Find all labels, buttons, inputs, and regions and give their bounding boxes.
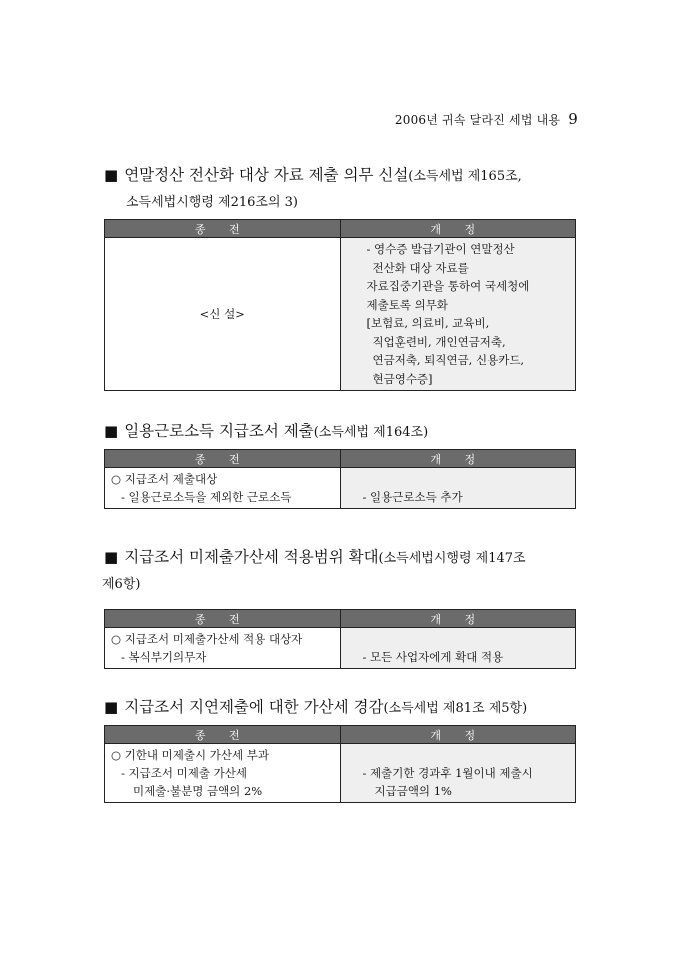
section-1-title: ■ 연말정산 전산화 대상 자료 제출 의무 신설(소득세법 제165조, 소득세법시행령 제216조의 3)	[104, 166, 522, 210]
col-before-header: 종 전	[105, 610, 341, 628]
section-2-title: ■ 일용근로소득 지급조서 제출(소득세법 제164조)	[104, 422, 429, 440]
page-header	[395, 110, 578, 128]
section-4-table	[104, 725, 576, 803]
before-cell: ○ 기한내 미제출시 가산세 부과 - 지급조서 미제출 가산세 미제출·불분명 금액의 2%	[105, 744, 341, 803]
section-3-title: ■ 지급조서 미제출가산세 적용범위 확대(소득세법시행령 제147조 제6항)	[102, 548, 526, 592]
after-cell: - 영수증 발급기관이 연말정산 전산화 대상 자료를 자료집중기관을 통하여 국세청에 제출토록 의무화 [보험료, 의료비, 교육비, 직업훈련비, 개인연금저축, 연금저축, 퇴직연금, 신용카드, 현금영수증]	[340, 238, 576, 391]
col-before-header: 종 전	[105, 220, 341, 238]
after-cell: - 제출기한 경과후 1월이내 제출시 지급금액의 1%	[340, 744, 576, 803]
section-2	[104, 419, 576, 509]
square-bullet-icon: ■	[104, 548, 119, 566]
before-cell: <신 설>	[105, 238, 341, 391]
col-before-header: 종 전	[105, 726, 341, 744]
square-bullet-icon: ■	[104, 422, 119, 440]
square-bullet-icon: ■	[104, 166, 119, 184]
col-after-header: 개 정	[340, 220, 576, 238]
section-4	[104, 695, 576, 803]
col-after-header: 개 정	[340, 610, 576, 628]
col-after-header: 개 정	[340, 450, 576, 468]
section-1-table	[104, 219, 576, 391]
section-3-table	[104, 609, 576, 669]
col-after-header: 개 정	[340, 726, 576, 744]
page-number: 9	[568, 110, 578, 128]
col-before-header: 종 전	[105, 450, 341, 468]
header-text: 2006년 귀속 달라진 세법 내용	[394, 113, 561, 127]
section-1	[104, 163, 576, 391]
section-3	[104, 545, 576, 669]
square-bullet-icon: ■	[104, 698, 119, 716]
before-cell: ○ 지급조서 제출대상 - 일용근로소득을 제외한 근로소득	[105, 468, 341, 509]
before-cell: ○ 지급조서 미제출가산세 적용 대상자 - 복식부기의무자	[105, 628, 341, 669]
section-4-title: ■ 지급조서 지연제출에 대한 가산세 경감(소득세법 제81조 제5항)	[104, 698, 528, 716]
after-cell: - 모든 사업자에게 확대 적용	[340, 628, 576, 669]
section-2-table	[104, 449, 576, 509]
after-cell: - 일용근로소득 추가	[340, 468, 576, 509]
